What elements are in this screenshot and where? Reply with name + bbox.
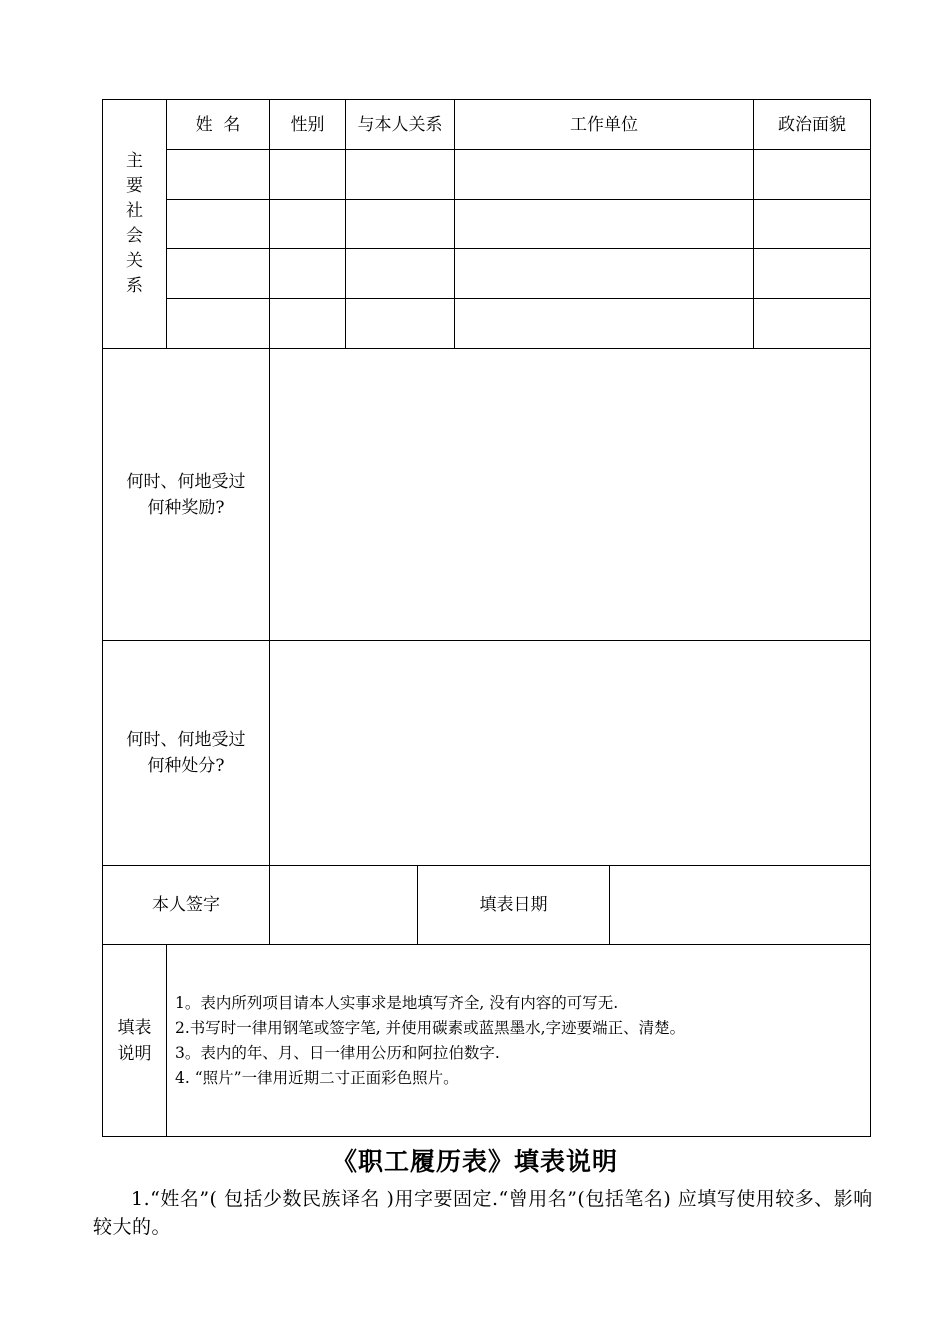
header-name: 姓 名 [195,114,241,135]
instruction-item: 3。表内的年、月、日一律用公历和阿拉伯数字. [175,1044,500,1062]
relations-label-char: 社 [126,201,143,221]
relation-gender-field[interactable] [270,200,345,248]
awards-label-line2: 何种奖励? [147,497,225,518]
header-work-unit: 工作单位 [570,114,638,135]
section-divider [102,944,871,945]
relation-work-unit-field[interactable] [455,200,753,248]
instructions-col-line [166,944,167,1137]
table-border-right [870,99,871,1137]
relation-relationship-field[interactable] [346,150,454,199]
relation-name-field[interactable] [167,200,269,248]
awards-field[interactable] [270,349,870,640]
date-field[interactable] [610,866,870,944]
instruction-item: 1。表内所列项目请本人实事求是地填写齐全, 没有内容的可写无. [175,994,619,1012]
relation-gender-field[interactable] [270,150,345,199]
punishments-label-line2: 何种处分? [147,756,225,776]
instruction-item: 2.书写时一律用钢笔或签字笔, 并使用碳素或蓝黑墨水,字迹要端正、清楚。 [175,1019,686,1037]
signature-label: 本人签字 [152,895,220,915]
instructions-label-line1: 填表 [117,1017,152,1038]
relation-name-field[interactable] [167,299,269,348]
instructions-label-line2: 说明 [117,1043,152,1064]
relation-political-status-field[interactable] [754,200,870,248]
instructions-list [175,991,685,1091]
relation-relationship-field[interactable] [346,200,454,248]
header-gender: 性别 [290,114,325,135]
guide-title: 《职工履历表》填表说明 [331,1147,618,1176]
relation-work-unit-field[interactable] [455,299,753,348]
relations-label-char: 会 [126,226,143,246]
date-label: 填表日期 [479,895,548,915]
relation-political-status-field[interactable] [754,249,870,298]
relation-relationship-field[interactable] [346,299,454,348]
relation-gender-field[interactable] [270,299,345,348]
relation-political-status-field[interactable] [754,299,870,348]
instructions-label [103,945,166,1136]
relation-gender-field[interactable] [270,249,345,298]
punishments-label-line1: 何时、何地受过 [126,730,246,750]
header-relationship: 与本人关系 [357,114,443,135]
punishments-field[interactable] [270,641,870,865]
awards-label [103,349,269,640]
signature-field[interactable] [270,866,417,944]
relations-label-char: 主 [126,151,143,171]
guide-paragraph: 1.“姓名”( 包括少数民族译名 )用字要固定.“曾用名”(包括笔名) 应填写使用较多、影响较大的。 [93,1188,873,1238]
instruction-item: 4. “照片”一律用近期二寸正面彩色照片。 [175,1069,459,1087]
header-political-status: 政治面貌 [778,114,846,135]
punishments-label [103,641,269,865]
relation-work-unit-field[interactable] [455,249,753,298]
relations-label-char: 系 [126,276,143,296]
relation-political-status-field[interactable] [754,150,870,199]
relations-section-label [103,149,166,299]
relation-work-unit-field[interactable] [455,150,753,199]
relations-label-char: 要 [126,176,143,196]
relations-label-char: 关 [126,251,143,271]
relation-name-field[interactable] [167,150,269,199]
relation-relationship-field[interactable] [346,249,454,298]
awards-label-line1: 何时、何地受过 [126,471,246,492]
table-border-bottom [102,1136,871,1137]
relation-name-field[interactable] [167,249,269,298]
